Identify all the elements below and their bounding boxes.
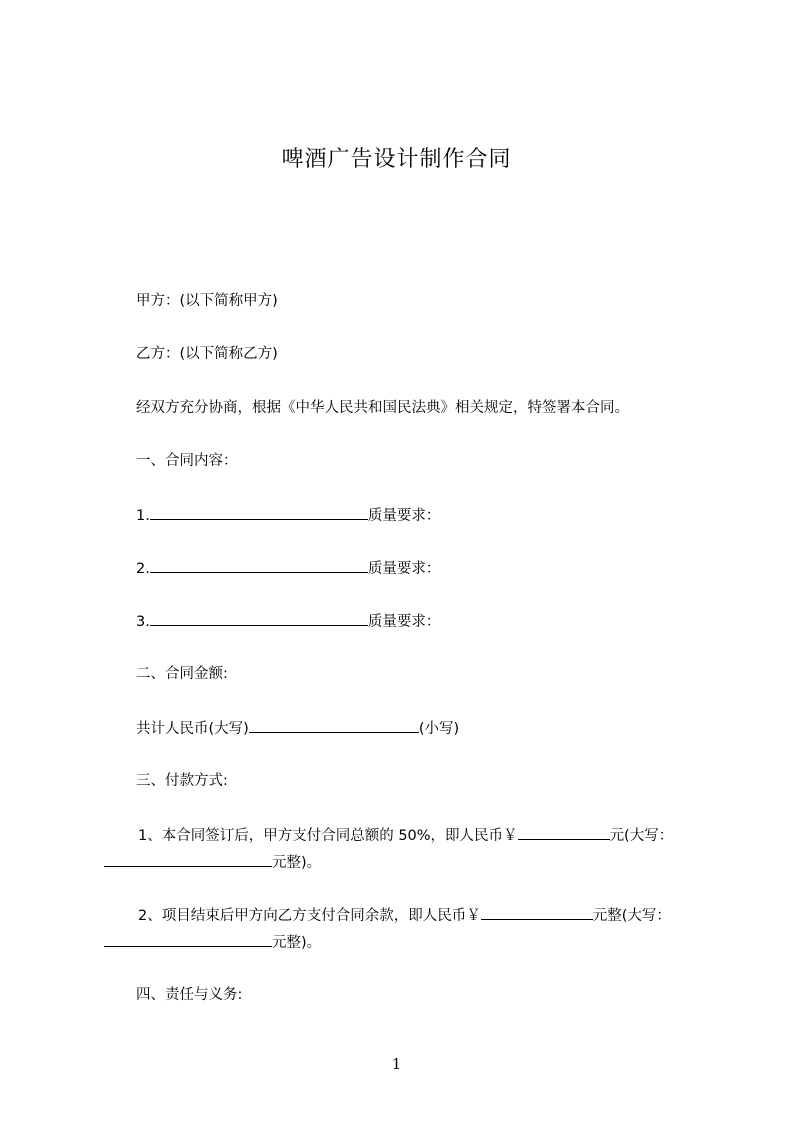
party-a-line: 甲方：(以下简称甲方) xyxy=(136,293,278,309)
payment-2-line-1 xyxy=(138,905,671,926)
total-suffix: (小写) xyxy=(418,721,460,737)
item-quality-label: 质量要求： xyxy=(367,614,441,630)
blank-underline xyxy=(249,718,419,733)
blank-underline xyxy=(481,905,593,920)
payment-1-prefix: 1、本合同签订后，甲方支付合同总额的 50%，即人民币￥ xyxy=(138,828,518,844)
contract-title: 啤酒广告设计制作合同 xyxy=(281,147,512,172)
payment-2-end: 元整)。 xyxy=(272,935,322,951)
payment-2-line-2 xyxy=(104,932,321,953)
content-item-1 xyxy=(136,505,440,526)
blank-underline xyxy=(150,505,368,520)
section3-heading: 三、付款方式: xyxy=(136,773,228,789)
total-prefix: 共计人民币(大写) xyxy=(136,721,249,737)
payment-1-line-1 xyxy=(138,825,673,846)
blank-underline xyxy=(150,558,368,573)
payment-2-mid: 元整(大写： xyxy=(592,908,671,924)
party-b-line: 乙方：(以下简称乙方) xyxy=(136,346,278,362)
item-number: 2. xyxy=(136,561,150,577)
section1-heading: 一、合同内容： xyxy=(136,453,238,469)
item-number: 1. xyxy=(136,508,150,524)
section2-heading: 二、合同金额: xyxy=(136,666,228,682)
blank-underline xyxy=(104,932,272,947)
item-quality-label: 质量要求： xyxy=(367,508,441,524)
item-number: 3. xyxy=(136,614,150,630)
payment-1-end: 元整)。 xyxy=(272,855,322,871)
blank-underline xyxy=(150,611,368,626)
payment-2-prefix: 2、项目结束后甲方向乙方支付合同余款，即人民币￥ xyxy=(138,908,481,924)
payment-1-mid: 元(大写： xyxy=(609,828,674,844)
content-item-3 xyxy=(136,611,440,632)
item-quality-label: 质量要求： xyxy=(367,561,441,577)
section4-heading: 四、责任与义务: xyxy=(136,987,243,1003)
preamble-text: 经双方充分协商，根据《中华人民共和国民法典》相关规定，特签署本合同。 xyxy=(136,400,629,416)
page-number: 1 xyxy=(391,1055,402,1073)
blank-underline xyxy=(518,825,610,840)
content-item-2 xyxy=(136,558,440,579)
blank-underline xyxy=(104,852,272,867)
payment-1-line-2 xyxy=(104,852,321,873)
total-amount-line xyxy=(136,718,459,739)
